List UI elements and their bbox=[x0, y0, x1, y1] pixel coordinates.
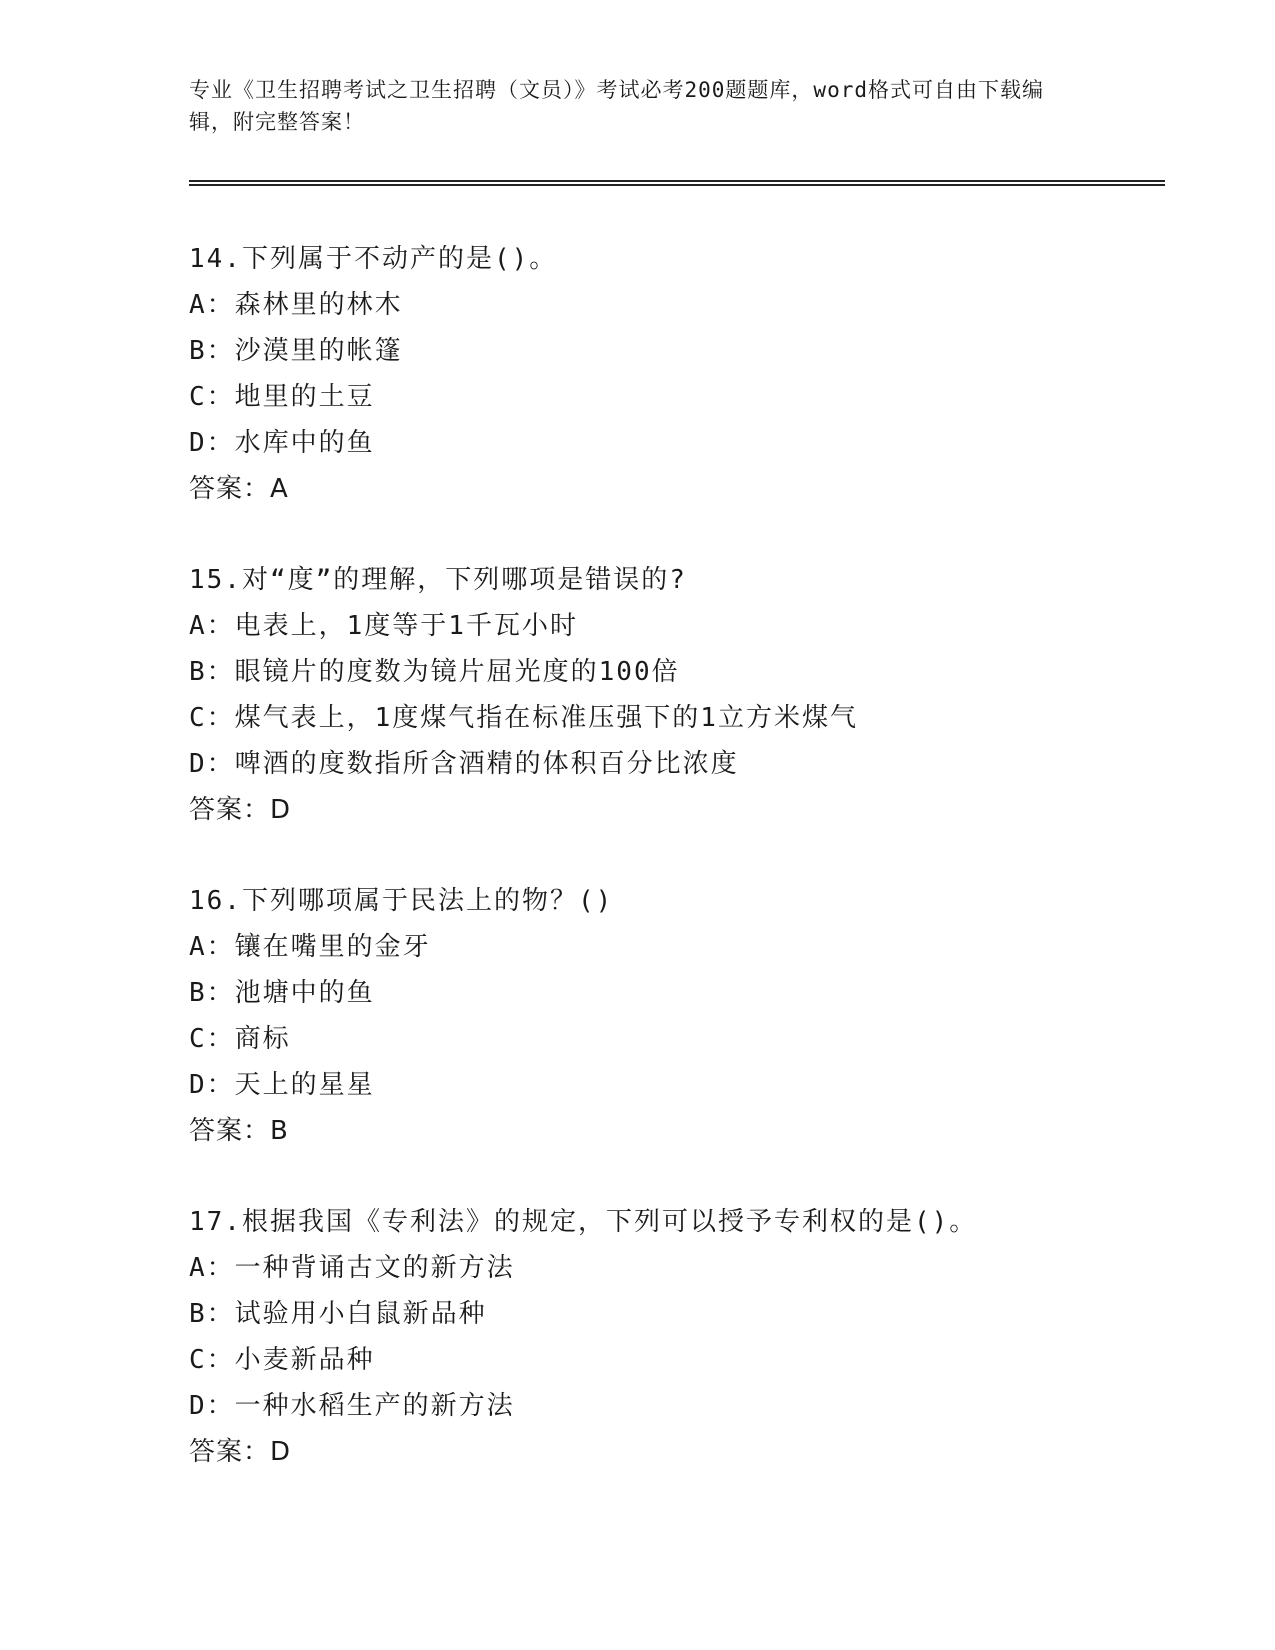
option-d: D：水库中的鱼 bbox=[189, 428, 375, 458]
option-a: A：森林里的林木 bbox=[189, 290, 403, 320]
option-a: A：一种背诵古文的新方法 bbox=[189, 1253, 515, 1283]
option-c: C：煤气表上，1度煤气指在标准压强下的1立方米煤气 bbox=[189, 703, 858, 733]
answer-line: 答案：D bbox=[189, 1437, 292, 1467]
option-b: B：眼镜片的度数为镜片屈光度的100倍 bbox=[189, 657, 680, 687]
option-c: C：地里的土豆 bbox=[189, 382, 375, 412]
header-double-rule bbox=[189, 180, 1165, 186]
option-b: B：沙漠里的帐篷 bbox=[189, 336, 403, 366]
answer-line: 答案：A bbox=[189, 474, 289, 504]
question-stem: 17.根据我国《专利法》的规定，下列可以授予专利权的是()。 bbox=[189, 1207, 978, 1237]
question-stem: 14.下列属于不动产的是()。 bbox=[189, 244, 558, 274]
option-d: D：啤酒的度数指所含酒精的体积百分比浓度 bbox=[189, 749, 739, 779]
question-stem: 15.对“度”的理解，下列哪项是错误的? bbox=[189, 565, 687, 595]
answer-line: 答案：D bbox=[189, 795, 292, 825]
document-header: 专业《卫生招聘考试之卫生招聘（文员）》考试必考200题题库，word格式可自由下载编辑，附完整答案！ bbox=[189, 78, 1044, 134]
option-b: B：池塘中的鱼 bbox=[189, 978, 375, 1008]
option-a: A：电表上，1度等于1千瓦小时 bbox=[189, 611, 578, 641]
option-a: A：镶在嘴里的金牙 bbox=[189, 932, 431, 962]
answer-line: 答案：B bbox=[189, 1116, 289, 1146]
question-stem: 16.下列哪项属于民法上的物？() bbox=[189, 886, 614, 916]
question-block bbox=[189, 1199, 1169, 1475]
option-d: D：一种水稻生产的新方法 bbox=[189, 1391, 515, 1421]
question-block bbox=[189, 557, 1169, 833]
question-block bbox=[189, 878, 1169, 1154]
question-block bbox=[189, 236, 1169, 512]
option-b: B：试验用小白鼠新品种 bbox=[189, 1299, 487, 1329]
option-c: C：商标 bbox=[189, 1024, 291, 1054]
option-c: C：小麦新品种 bbox=[189, 1345, 375, 1375]
option-d: D：天上的星星 bbox=[189, 1070, 375, 1100]
